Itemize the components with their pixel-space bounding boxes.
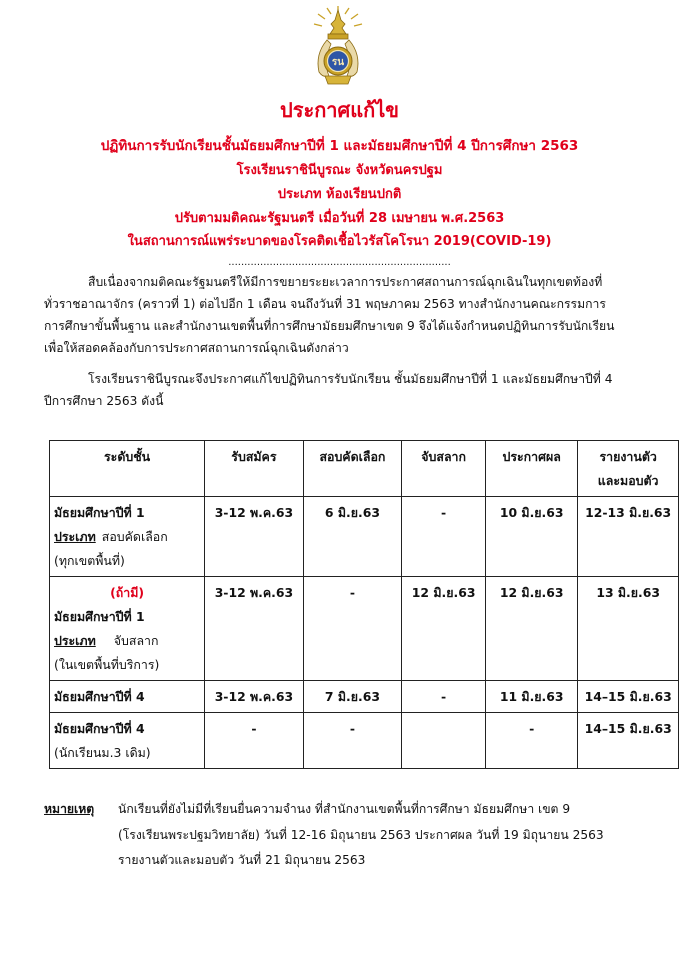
cell-report: 14–15 มิ.ย.63 — [578, 713, 679, 769]
cell-apply: 3-12 พ.ค.63 — [205, 681, 304, 713]
subtitle-calendar: ปฏิทินการรับนักเรียนชั้นมัธยมศึกษาปีที่ 1 และมัธยมศึกษาปีที่ 4 ปีการศึกษา 2563 — [100, 138, 579, 154]
cell-level: มัธยมศึกษาปีที่ 4 — [50, 681, 205, 713]
col-header-lottery: จับสลาก — [402, 441, 486, 497]
cell-announce: 10 มิ.ย.63 — [486, 497, 578, 577]
subtitle-cabinet-resolution: ปรับตามมติคณะรัฐมนตรี เมื่อวันที่ 28 เมษายน พ.ศ.2563 — [174, 211, 505, 226]
cell-lottery: - — [402, 681, 486, 713]
cell-level: มัธยมศึกษาปีที่ 4 (นักเรียนม.3 เดิม) — [50, 713, 205, 769]
cell-level: (ถ้ามี) มัธยมศึกษาปีที่ 1 ประเภท จับสลาก (ในเขตพื้นที่บริการ) — [50, 577, 205, 681]
remark-line1: นักเรียนที่ยังไม่มีที่เรียนยื่นความจำนง ที่สำนักงานเขตพื้นที่การศึกษา มัธยมศึกษา เขต 9 — [118, 802, 571, 816]
para1-line4: เพื่อให้สอดคล้องกับการประกาศสถานการณ์ฉุกเฉินดังกล่าว — [44, 341, 349, 355]
cell-announce: 12 มิ.ย.63 — [486, 577, 578, 681]
emblem-monogram: รน — [331, 57, 345, 68]
para1-line3: การศึกษาขั้นพื้นฐาน และสำนักงานเขตพื้นที่การศึกษามัธยมศึกษาเขต 9 จึงได้แจ้งกำหนดปฏิทินการรับนักเรียน — [44, 319, 615, 333]
cell-report: 14–15 มิ.ย.63 — [578, 681, 679, 713]
cell-exam: - — [303, 577, 402, 681]
subtitle-covid: ในสถานการณ์แพร่ระบาดของโรคติดเชื้อไวรัสโคโรนา 2019(COVID-19) — [127, 234, 552, 249]
cell-announce: - — [486, 713, 578, 769]
table-header-row — [50, 441, 679, 497]
subtitle-type: ประเภท ห้องเรียนปกติ — [277, 187, 402, 202]
cell-report: 13 มิ.ย.63 — [578, 577, 679, 681]
admission-schedule-table — [49, 440, 679, 769]
para2-line2: ปีการศึกษา 2563 ดังนี้ — [44, 394, 164, 408]
col-header-level: ระดับชั้น — [50, 441, 205, 497]
para1-line2: ทั่วราชอาณาจักร (คราวที่ 1) ต่อไปอีก 1 เดือน จนถึงวันที่ 31 พฤษภาคม 2563 ทางสำนักงานคณะกรรมการ — [44, 297, 606, 311]
cell-lottery: 12 มิ.ย.63 — [402, 577, 486, 681]
cell-level: มัธยมศึกษาปีที่ 1 ประเภท สอบคัดเลือก (ทุกเขตพื้นที่) — [50, 497, 205, 577]
divider-dots: ...................................................................... — [228, 257, 451, 268]
col-header-announce: ประกาศผล — [486, 441, 578, 497]
cell-lottery — [402, 713, 486, 769]
cell-report: 12-13 มิ.ย.63 — [578, 497, 679, 577]
remark-line3: รายงานตัวและมอบตัว วันที่ 21 มิถุนายน 2563 — [118, 853, 366, 867]
table-row — [50, 577, 679, 681]
cell-apply: 3-12 พ.ค.63 — [205, 577, 304, 681]
col-header-exam: สอบคัดเลือก — [303, 441, 402, 497]
subtitle-school: โรงเรียนราชินีบูรณะ จังหวัดนครปฐม — [236, 163, 443, 178]
cell-apply: 3-12 พ.ค.63 — [205, 497, 304, 577]
table-row — [50, 681, 679, 713]
cell-apply: - — [205, 713, 304, 769]
notice-title: ประกาศแก้ไข — [280, 98, 399, 122]
col-header-report: รายงานตัว และมอบตัว — [578, 441, 679, 497]
cell-lottery: - — [402, 497, 486, 577]
table-row — [50, 497, 679, 577]
cell-exam: 6 มิ.ย.63 — [303, 497, 402, 577]
cell-announce: 11 มิ.ย.63 — [486, 681, 578, 713]
school-emblem-icon — [305, 6, 371, 88]
para2-line1: โรงเรียนราชินีบูรณะจึงประกาศแก้ไขปฏิทินการรับนักเรียน ชั้นมัธยมศึกษาปีที่ 1 และมัธยมศึกษาปีที่ 4 — [88, 372, 613, 386]
table-row — [50, 713, 679, 769]
cell-exam: 7 มิ.ย.63 — [303, 681, 402, 713]
col-header-apply: รับสมัคร — [205, 441, 304, 497]
para1-line1: สืบเนื่องจากมติคณะรัฐมนตรีให้มีการขยายระยะเวลาการประกาศสถานการณ์ฉุกเฉินในทุกเขตท้องที่ — [88, 275, 603, 289]
cell-exam: - — [303, 713, 402, 769]
remark-label: หมายเหตุ — [44, 802, 95, 816]
remark-line2: (โรงเรียนพระปฐมวิทยาลัย) วันที่ 12-16 มิถุนายน 2563 ประกาศผล วันที่ 19 มิถุนายน 2563 — [118, 828, 604, 842]
